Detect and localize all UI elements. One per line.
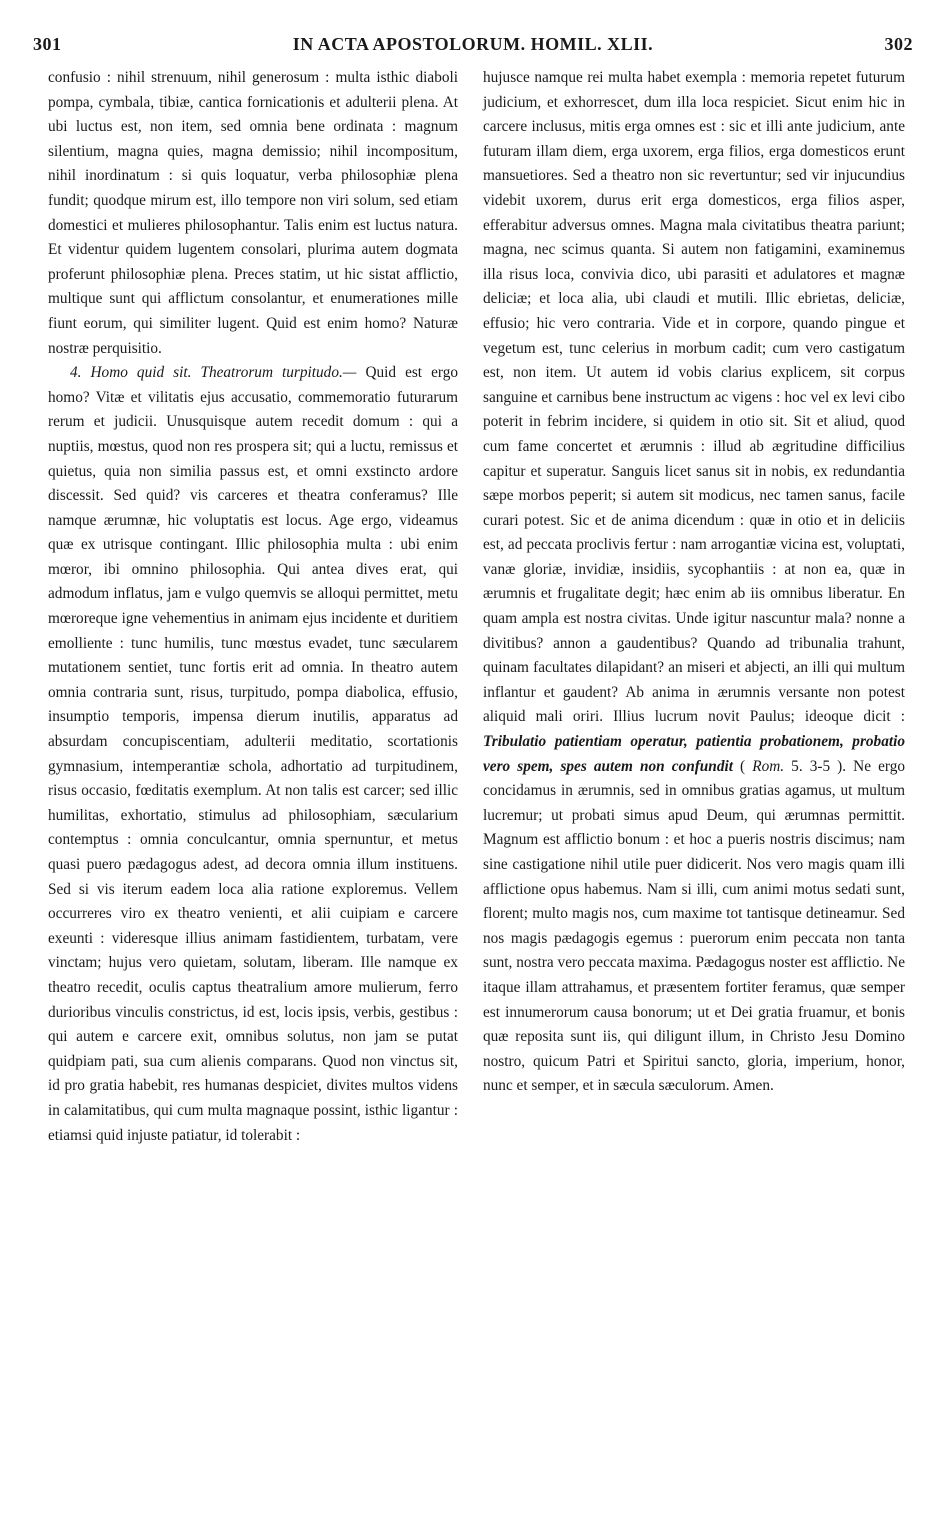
running-head: IN ACTA APOSTOLORUM. HOMIL. XLII. [292, 34, 654, 54]
scripture-reference: Rom. [752, 757, 785, 775]
paragraph-right-1 [483, 66, 905, 1099]
page-number-right: 302 [884, 34, 913, 54]
paragraph-left-2 [48, 361, 458, 1148]
page-header [33, 34, 913, 62]
section-heading: 4. Homo quid sit. Theatrorum turpitudo.— [70, 364, 357, 382]
page-number-left: 301 [33, 34, 62, 54]
paragraph-right-1b: 5. 3-5 ). Ne ergo concidamus in ærumnis, sed in omnibus gratias agamus, ut multum lucremur; ut probati simus apud Deum, qui ærumnas permittit. Magnum est afflictio bonum : et hoc a pueris nostris discimus; nam sine castigatione nihil utile puer didicerit. Nos vero magis quam illi afflictione opus habemus. Nam si illi, cum animi motus sedati sunt, florent; multo magis nos, cum maxime tot tantisque detineamur. Sed nos magis pædagogis egemus : puerorum enim peccata non tanta sunt, nostra vero peccata maxima. Pædagogus noster est afflictio. Ne itaque illam attrahamus, et præsentem fortiter feramus, quæ semper est innumerorum causa bonorum; ut et Dei gratia fruamur, et bonis quæ reposita sunt iis, qui diligunt illum, in Christo Jesu Domino nostro, quicum Patri et Spiritui sancto, gloria, imperium, honor, nunc et semper, et in sæcula sæculorum. Amen. [483, 757, 905, 1095]
scripture-quote: Tribulatio patientiam operatur, patientia probationem, probatio vero spem, spes autem non confundit [483, 733, 905, 775]
paragraph-left-2-body: Quid est ergo homo? Vitæ et vilitatis ejus accusatio, commemoratio futurarum rerum et judicii. Unusquisque autem recedit domum : qui a nuptiis, mœstus, quod non res prospera sit; qui a luctu, remissus et quietus, quia non similia passus est, et omni exstincto ardore discessit. Sed quid? vis carceres et theatra conferamus? Ille namque ærumnæ, hic voluptatis est locus. Age ergo, videamus quæ ex utrisque contingant. Illic philosophia multa : ubi enim mœror, ibi omnino philosophia. Qui antea dives erat, qui admodum inflatus, jam e vulgo quemvis se alloqui permittet, metu mœroreque igne vehementius in animam ejus incidente et duritiem emolliente : tunc humilis, tunc mœstus evadet, tunc sæcularem mutationem sentiet, tunc fortis erit ad omnia. In theatro autem omnia contraria sunt, risus, turpitudo, pompa diabolica, effusio, insumptio temporis, impensa dierum inutilis, apparatus ad absurdam concupiscentiam, adulterii meditatio, scortationis gymnasium, intemperantiæ schola, adhortatio ad turpitudinem, risus occasio, fœditatis exemplum. At non talis est carcer; sed illic humilitas, exhortatio, stimulus ad philosophiam, sæcularium contemptus : omnia conculcantur, omnia spernuntur, et metus quasi puero pædagogus adest, ad decora omnia illum instituens. Sed si vis iterum eadem loca alia ratione exploremus. Vellem occurreres viro ex theatro venienti, et alii cuipiam e carcere exeunti : videresque illius animam fastidientem, turbatam, vere vinctam; hujus vero quietam, solutam, liberam. Ille namque ex theatro recedit, oculis captus theatralium amore mulierum, ferro durioribus vinculis constrictus, id est, locis ipsis, verbis, gestibus : qui autem e carcere exit, omnibus solutus, non jam se putat quidpiam pati, sua cum alienis comparans. Quod non vinctus sit, id pro gratia habebit, res humanas despiciet, divites multos videns in calamitatibus, qui cum multa magnaque possint, isthic ligantur : etiamsi quid injuste patiatur, id tolerabit : [48, 364, 458, 1144]
right-column [483, 66, 905, 1099]
paragraph-left-1: confusio : nihil strenuum, nihil generosum : multa isthic diaboli pompa, cymbala, tibiæ, cantica fornicationis et adulterii plena. At ubi luctus est, non item, sed omnia bene ordinata : magnum silentium, magna quies, magna demissio; nihil incompositum, nihil inordinatum : si quis loquatur, verba philosophiæ plena fundit; quodque mirum est, illo tempore non viri solum, sed etiam domestici et mulieres philosophantur. Talis enim est luctus natura. Et videntur quidem lugentem consolari, plurima autem dogmata proferunt philosophiæ plena. Preces statim, ut hic sistat afflictio, multique sunt qui afflictum consolantur, et enumerationes mille fiunt eorum, qui similiter lugent. Quid est enim homo? Naturæ nostræ perquisitio. [48, 69, 458, 357]
ref-open: ( [732, 757, 753, 775]
paragraph-right-1a: hujusce namque rei multa habet exempla : memoria repetet futurum judicium, et exhorrescet, dum illa loca respiciet. Sicut enim hic in carcere inclusus, mitis erga omnes est : sic et illi ante judicium, ante futuram illam diem, erga uxorem, erga filios, erga domesticos erunt mansuetiores. Sed a theatro non sic revertuntur; sed vir injucundius videbit uxorem, durus erit erga domesticos, erga filios asper, efferabitur adversus omnes. Magna mala civitatibus theatra pariunt; magna, nec scimus quanta. Si autem non fatigamini, examinemus illa risus loca, convivia dico, ubi parasiti et adulatores et magnæ deliciæ; et loca alia, ubi claudi et mutili. Illic ebrietas, deliciæ, effusio; hic vero contraria. Vide et in corpore, quando pingue et vegetum est, tunc celerius in morbum cadit; cum vero castigatum est, non item. Ut autem id vobis clarius explicem, sit corpus sanguine et carnibus bene instructum ac vigens : hoc vel ex levi cibo poterit in febrim incidere, si quidem in otio sit. Sit et aliud, quod cum fame concertet et ærumnis : illud ab ægritudine difficilius capitur et superatur. Sanguis licet sanus sit in nobis, ex redundantia sæpe morbos peperit; si autem sit modicus, nec tamen sanus, facile curari potest. Sic et de anima dicendum : quæ in otio et in deliciis est, ad peccata proclivis fertur : nam arrogantiæ vicina est, voluptati, vanæ gloriæ, invidiæ, insidiis, sycophantiis : at non ea, quæ in ærumnis et frugalitate degit; hæc enim ab iis omnibus liberatur. En quam ampla est nostra civitas. Unde igitur nascuntur mala? nonne a divitibus? annon a gaudentibus? Quando ad tribunalia trahunt, quinam facultates dilapidant? an miseri et abjecti, an illi qui multum inflantur et gaudent? Ab anima in ærumnis versante non potest aliquid mali oriri. Illius lucrum novit Paulus; ideoque dicit : [483, 69, 905, 726]
left-column [48, 66, 458, 1148]
